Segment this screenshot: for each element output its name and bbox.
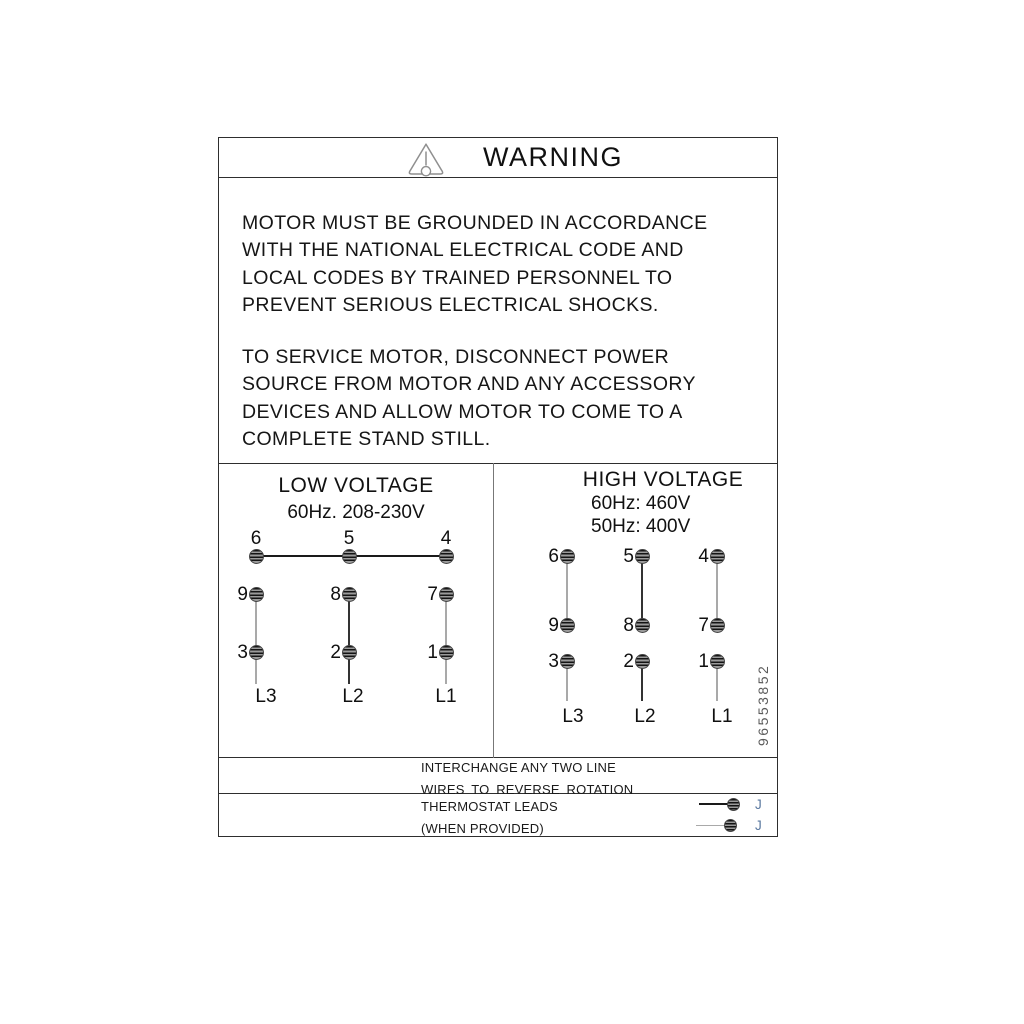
lv-terminal-2 (342, 645, 357, 660)
lv-line-label-L2: L2 (342, 686, 364, 707)
grounding-warning-text (242, 210, 707, 320)
hv-terminal-number: 9 (548, 615, 559, 636)
warning-text-line: PREVENT SERIOUS ELECTRICAL SHOCKS. (242, 294, 659, 317)
hv-terminal-2 (635, 654, 650, 669)
thermostat-lead-terminal-2 (724, 819, 737, 832)
lv-terminal-9 (249, 587, 264, 602)
low-voltage-title: LOW VOLTAGE (278, 474, 434, 497)
hv-terminal-number: 1 (698, 651, 709, 672)
warning-text-line: WITH THE NATIONAL ELECTRICAL CODE AND (242, 239, 684, 262)
rotation-note-line2: WIRES TO REVERSE ROTATION (421, 782, 634, 797)
warning-header (219, 138, 777, 178)
hv-terminal-5 (635, 549, 650, 564)
hv-line-label-L1: L1 (711, 706, 733, 727)
lv-terminal-number: 9 (237, 584, 248, 605)
lv-terminal-number: 6 (250, 528, 262, 549)
lv-wire-9-3-L3 (255, 594, 257, 684)
hv-terminal-number: 5 (623, 546, 634, 567)
hv-terminal-7 (710, 618, 725, 633)
warning-text-line: DEVICES AND ALLOW MOTOR TO COME TO A (242, 400, 683, 423)
lv-wire-8-2-L2 (348, 594, 350, 684)
voltage-section-divider (493, 463, 494, 758)
hv-terminal-3 (560, 654, 575, 669)
hv-wire-6-9 (566, 556, 568, 625)
hv-terminal-number: 4 (698, 546, 709, 567)
lv-terminal-number: 2 (330, 642, 341, 663)
lv-terminal-number: 3 (237, 642, 248, 663)
service-warning-text (242, 344, 696, 454)
high-voltage-rating-50hz: 50Hz: 400V (591, 516, 691, 537)
warning-title: WARNING (483, 142, 623, 172)
lv-terminal-number: 1 (427, 642, 438, 663)
hv-terminal-number: 7 (698, 615, 709, 636)
thermostat-lead-wire-1 (699, 803, 729, 805)
warning-text-line: COMPLETE STAND STILL. (242, 428, 491, 451)
warning-triangle-icon (405, 141, 447, 177)
warning-text-line: MOTOR MUST BE GROUNDED IN ACCORDANCE (242, 212, 708, 234)
rotation-note-line1: INTERCHANGE ANY TWO LINE (421, 760, 617, 775)
lv-terminal-number: 4 (440, 528, 452, 549)
lv-terminal-1 (439, 645, 454, 660)
lv-wire-7-1-L1 (445, 594, 447, 684)
thermostat-lead-terminal-1 (727, 798, 740, 811)
high-voltage-title: HIGH VOLTAGE (582, 468, 744, 491)
lv-terminal-3 (249, 645, 264, 660)
high-voltage-rating-60hz: 60Hz: 460V (591, 493, 691, 514)
hv-terminal-4 (710, 549, 725, 564)
lv-terminal-5 (342, 549, 357, 564)
lv-terminal-number: 5 (343, 528, 355, 549)
thermostat-note-line1: THERMOSTAT LEADS (421, 799, 558, 814)
hv-line-label-L2: L2 (634, 706, 656, 727)
thermostat-lead-wire-2 (696, 825, 724, 827)
motor-warning-label (218, 137, 778, 837)
hv-terminal-number: 8 (623, 615, 634, 636)
hv-terminal-1 (710, 654, 725, 669)
hv-terminal-number: 3 (548, 651, 559, 672)
thermostat-note-line2: (WHEN PROVIDED) (421, 821, 544, 836)
hv-line-label-L3: L3 (562, 706, 584, 727)
lv-terminal-number: 7 (427, 584, 438, 605)
lv-terminal-6 (249, 549, 264, 564)
low-voltage-rating: 60Hz. 208-230V (287, 502, 425, 523)
hv-terminal-9 (560, 618, 575, 633)
warning-text-line: TO SERVICE MOTOR, DISCONNECT POWER (242, 346, 670, 368)
lv-terminal-number: 8 (330, 584, 341, 605)
hv-wire-5-8 (641, 556, 643, 625)
warning-text-line: LOCAL CODES BY TRAINED PERSONNEL TO (242, 266, 673, 289)
hv-terminal-8 (635, 618, 650, 633)
hv-terminal-number: 6 (548, 546, 559, 567)
lv-terminal-8 (342, 587, 357, 602)
part-number: 96553852 (755, 663, 771, 746)
thermostat-lead-label-2: J (755, 818, 762, 833)
hv-terminal-number: 2 (623, 651, 634, 672)
thermostat-lead-label-1: J (755, 797, 762, 812)
lv-line-label-L3: L3 (255, 686, 277, 707)
lv-terminal-4 (439, 549, 454, 564)
lv-line-label-L1: L1 (435, 686, 457, 707)
hv-terminal-6 (560, 549, 575, 564)
warning-text-line: SOURCE FROM MOTOR AND ANY ACCESSORY (242, 373, 696, 396)
lv-terminal-7 (439, 587, 454, 602)
hv-wire-4-7 (716, 556, 718, 625)
